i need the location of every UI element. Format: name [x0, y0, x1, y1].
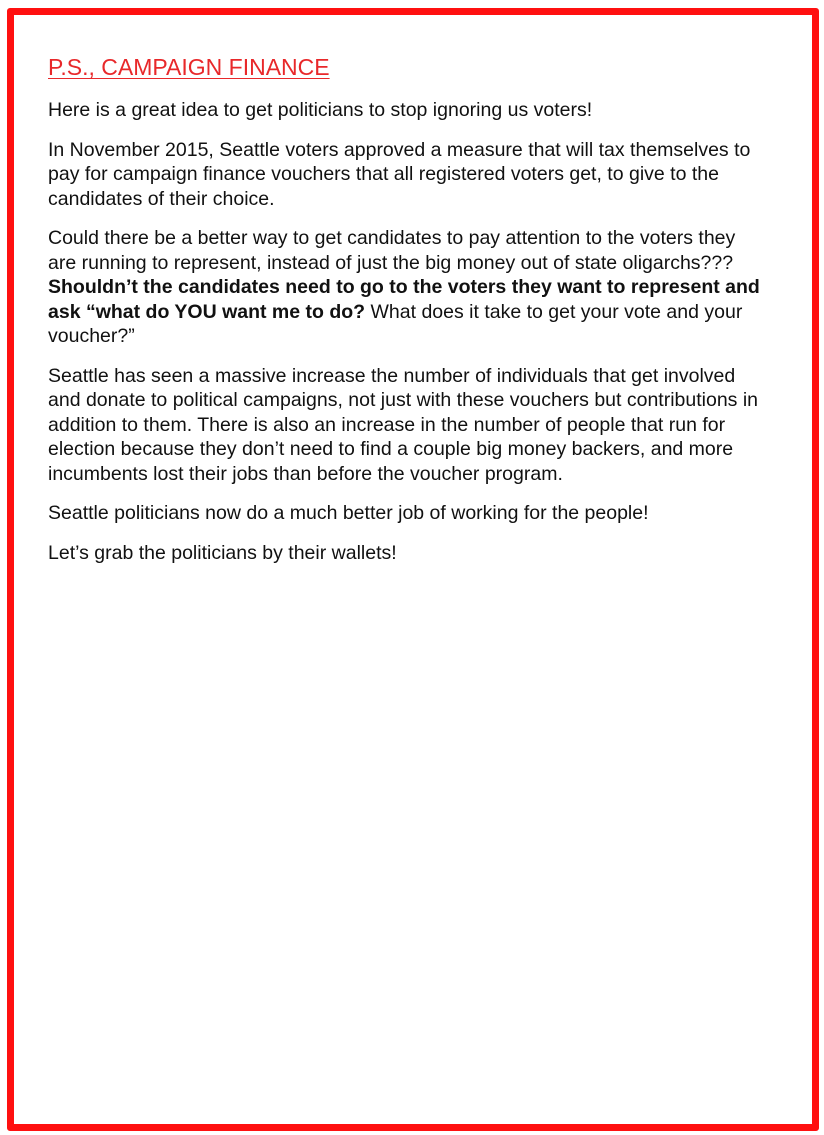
paragraph-wallets: Let’s grab the politicians by their wallets!	[48, 541, 397, 564]
paragraph-seattle-increase: Seattle has seen a massive increase the number of individuals that get involved and donate to political campaigns, not just with these vouchers but contributions in addition to them. There is also an increase in the number of people that run for election because they don’t need to find a couple big money backers, and more incumbents lost their jobs than before the voucher program.	[48, 364, 759, 485]
paragraph-better-way-start: Could there be a better way to get candidates to pay attention to the voters they are running to represent, instead of just the big money out of state oligarchs???	[48, 227, 736, 274]
paragraph-better-way-end: What does it take to get your vote and your voucher?”	[48, 300, 743, 347]
paragraph-better-way	[48, 226, 760, 349]
paragraph-better-way-bold: Shouldn’t the candidates need to go to the voters they want to represent and ask “what do YOU want me to do?	[48, 276, 760, 323]
document-body	[48, 44, 760, 580]
document-title: P.S., CAMPAIGN FINANCE	[48, 54, 330, 80]
paragraph-seattle-politicians: Seattle politicians now do a much better job of working for the people!	[48, 502, 649, 524]
paragraph-november-2015: In November 2015, Seattle voters approved a measure that will tax themselves to pay for campaign finance vouchers that all registered voters get, to give to the candidates of their choice.	[48, 138, 751, 210]
paragraph-intro: Here is a great idea to get politicians to stop ignoring us voters!	[48, 99, 593, 121]
